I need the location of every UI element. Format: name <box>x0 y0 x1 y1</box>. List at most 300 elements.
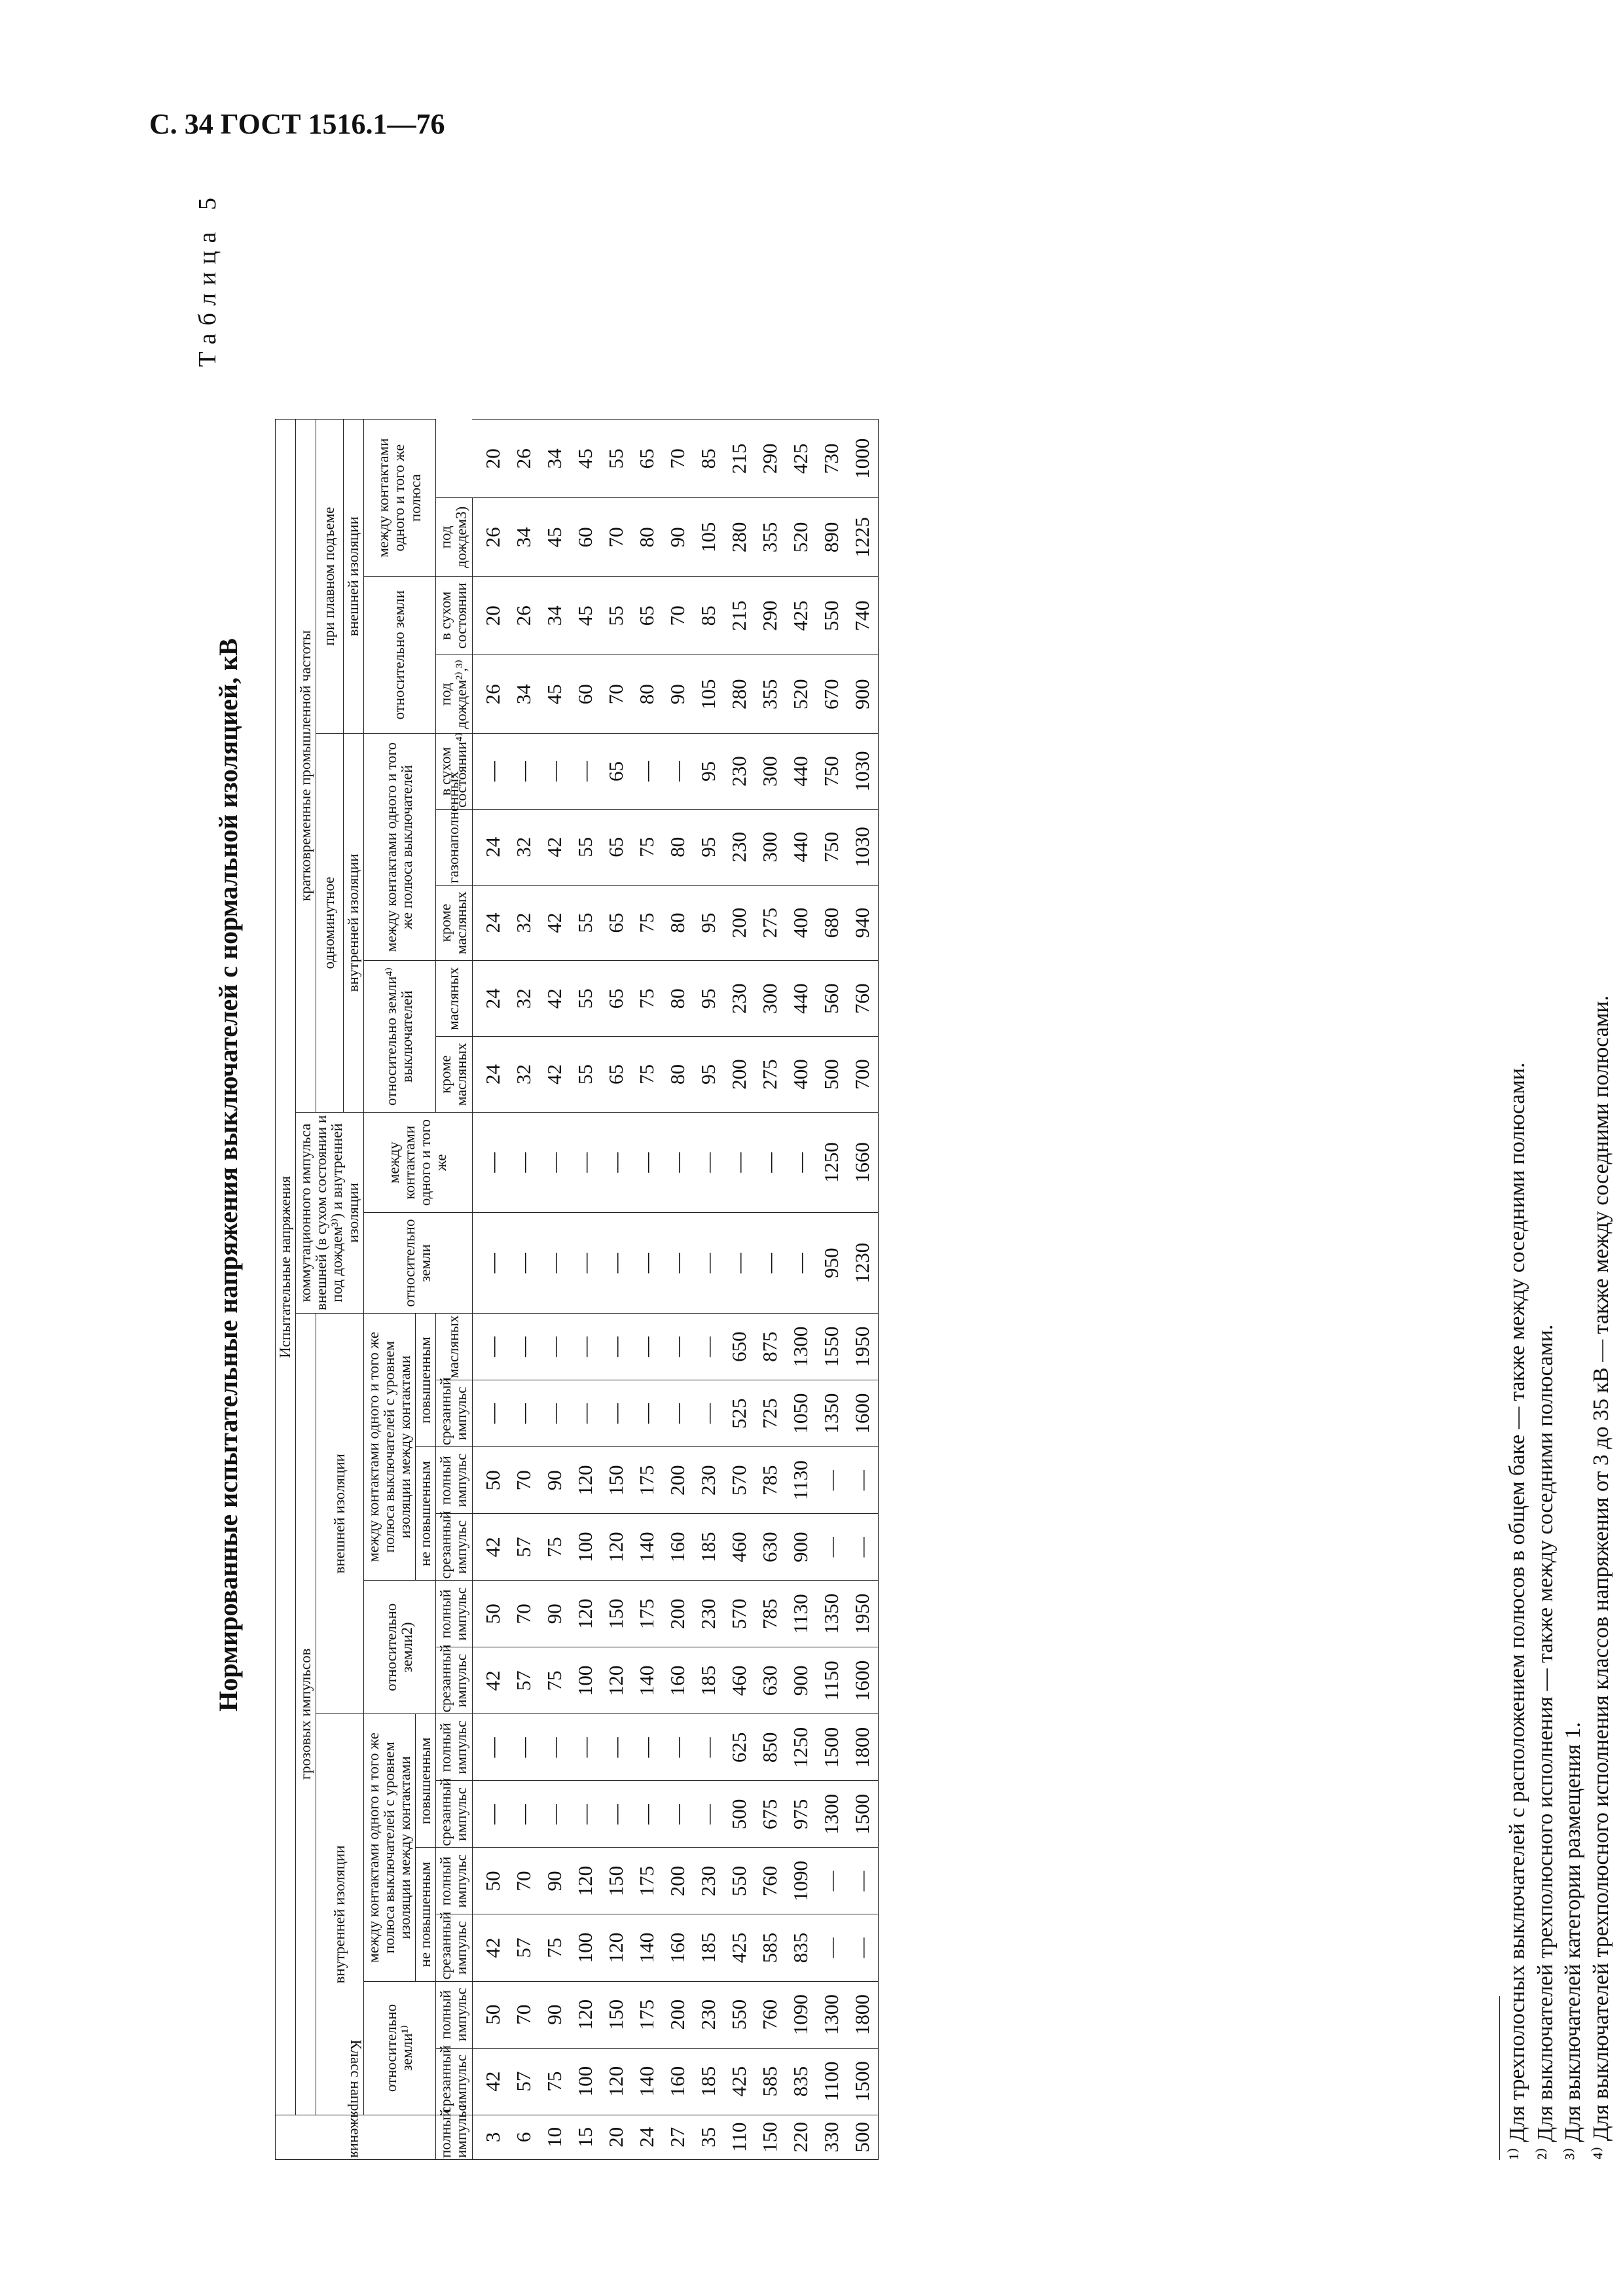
table-body <box>472 420 878 2160</box>
value-cell: 65 <box>632 420 663 498</box>
value-cell: 185 <box>693 1914 724 1981</box>
value-cell: — <box>472 1380 509 1447</box>
value-cell: 355 <box>755 655 786 734</box>
value-cell: 75 <box>632 961 663 1037</box>
value-cell: 290 <box>755 420 786 498</box>
table-row <box>816 420 847 2160</box>
value-cell: 45 <box>570 420 601 498</box>
value-cell: 725 <box>755 1380 786 1447</box>
table-title: Нормированные испытательные напряжения выключателей с нормальной изоляцией, кВ <box>213 638 243 1712</box>
value-cell: 105 <box>693 498 724 577</box>
value-cell: — <box>693 1380 724 1447</box>
value-cell: — <box>663 1314 693 1380</box>
value-cell: 26 <box>472 655 509 734</box>
value-cell: — <box>693 1714 724 1781</box>
header-external-ins: внешней изоляции <box>316 1314 363 1714</box>
value-cell: 280 <box>724 498 755 577</box>
value-cell: 70 <box>509 1447 539 1514</box>
header-oil-2: масляных <box>436 961 472 1037</box>
value-cell: 42 <box>539 885 570 961</box>
value-cell: 160 <box>663 1914 693 1981</box>
value-cell: 120 <box>601 2048 632 2115</box>
table-label: Таблица 5 <box>194 190 221 367</box>
value-cell: 42 <box>472 1914 509 1981</box>
value-cell: 400 <box>786 1037 816 1113</box>
voltage-class-cell: 330 <box>816 2115 847 2159</box>
value-cell: 20 <box>472 420 509 498</box>
footnote-4: ⁴⁾ Для выключателей трехполюсного исполнения классов напряжения от 3 до 35 кВ — также между соседними полюсами. <box>1588 995 1613 2160</box>
value-cell: 1950 <box>847 1581 879 1647</box>
value-cell: 500 <box>724 1781 755 1848</box>
value-cell: 200 <box>663 1447 693 1514</box>
value-cell: 525 <box>724 1380 755 1447</box>
value-cell: — <box>693 1112 724 1213</box>
value-cell: 1500 <box>816 1714 847 1781</box>
value-cell: 440 <box>786 961 816 1037</box>
value-cell: 160 <box>663 1647 693 1714</box>
value-cell: — <box>632 1314 663 1380</box>
value-cell: — <box>539 1781 570 1848</box>
value-cell: 570 <box>724 1581 755 1647</box>
value-cell: — <box>786 1213 816 1314</box>
rotated-table-page <box>194 190 1613 2160</box>
value-cell: 100 <box>570 1514 601 1581</box>
value-cell: 400 <box>786 885 816 961</box>
value-cell: 585 <box>755 1914 786 1981</box>
value-cell: — <box>632 1714 663 1781</box>
header-rel-ground-2: относительно земли2) <box>363 1581 436 1714</box>
header-chopped-3: срезанный импульс <box>436 1781 472 1848</box>
value-cell: — <box>570 1112 601 1213</box>
value-cell: 65 <box>601 1037 632 1113</box>
header-rain-2: под дождем3) <box>436 498 472 577</box>
value-cell: 500 <box>816 1037 847 1113</box>
value-cell: 1300 <box>786 1314 816 1380</box>
value-cell: — <box>847 1447 879 1514</box>
value-cell: 1230 <box>847 1213 879 1314</box>
value-cell: 1030 <box>847 809 879 885</box>
value-cell: 120 <box>601 1647 632 1714</box>
value-cell: 1660 <box>847 1112 879 1213</box>
value-cell: — <box>755 1213 786 1314</box>
voltage-class-cell: 24 <box>632 2115 663 2159</box>
value-cell: 940 <box>847 885 879 961</box>
value-cell: 230 <box>724 809 755 885</box>
value-cell: 300 <box>755 809 786 885</box>
value-cell: 1800 <box>847 1714 879 1781</box>
value-cell: 1300 <box>816 1781 847 1848</box>
value-cell: — <box>509 1781 539 1848</box>
value-cell: 730 <box>816 420 847 498</box>
value-cell: 120 <box>570 1581 601 1647</box>
table-row <box>509 420 539 2160</box>
value-cell: 120 <box>570 1447 601 1514</box>
value-cell: — <box>663 1380 693 1447</box>
value-cell: — <box>601 1213 632 1314</box>
value-cell: 560 <box>816 961 847 1037</box>
value-cell: 680 <box>816 885 847 961</box>
value-cell: 175 <box>632 1848 663 1914</box>
value-cell: — <box>570 1714 601 1781</box>
voltage-class-cell: 27 <box>663 2115 693 2159</box>
value-cell: 75 <box>632 1037 663 1113</box>
value-cell: 95 <box>693 885 724 961</box>
value-cell: 835 <box>786 2048 816 2115</box>
value-cell: — <box>601 1781 632 1848</box>
value-cell: 670 <box>816 655 847 734</box>
value-cell: 1030 <box>847 734 879 810</box>
value-cell: — <box>509 1380 539 1447</box>
value-cell: 95 <box>693 809 724 885</box>
value-cell: 75 <box>539 1914 570 1981</box>
value-cell: 760 <box>755 1981 786 2048</box>
value-cell: 140 <box>632 1514 663 1581</box>
value-cell: 1550 <box>816 1314 847 1380</box>
value-cell: 85 <box>693 577 724 655</box>
voltage-class-cell: 110 <box>724 2115 755 2159</box>
value-cell: 90 <box>539 1447 570 1514</box>
value-cell: 24 <box>472 809 509 885</box>
value-cell: 120 <box>570 1848 601 1914</box>
value-cell: — <box>632 734 663 810</box>
header-dry-2: в сухом состоянии <box>436 577 472 655</box>
header-increased-int: повышенным <box>416 1714 436 1848</box>
value-cell: 34 <box>539 577 570 655</box>
value-cell: — <box>693 1213 724 1314</box>
value-cell: — <box>663 1112 693 1213</box>
value-cell: 215 <box>724 420 755 498</box>
value-cell: 57 <box>509 1514 539 1581</box>
value-cell: 32 <box>509 885 539 961</box>
table-row <box>570 420 601 2160</box>
value-cell: 26 <box>472 498 509 577</box>
value-cell: 34 <box>509 498 539 577</box>
header-sw-between: между контактами одного и того же <box>363 1112 472 1213</box>
value-cell: 175 <box>632 1981 663 2048</box>
value-cell: — <box>632 1112 663 1213</box>
value-cell: 890 <box>816 498 847 577</box>
value-cell: 42 <box>472 1514 509 1581</box>
header-oil-1: масляных <box>436 1314 472 1380</box>
value-cell: 80 <box>632 655 663 734</box>
value-cell: — <box>847 1514 879 1581</box>
value-cell: — <box>786 1112 816 1213</box>
value-cell: — <box>724 1112 755 1213</box>
header-between-contacts-int: между контактами одного и того же полюса выключателей с уровнем изоляции между контактами <box>363 1714 415 1981</box>
value-cell: 1130 <box>786 1447 816 1514</box>
value-cell: 185 <box>693 2048 724 2115</box>
value-cell: 1100 <box>816 2048 847 2115</box>
value-cell: 630 <box>755 1514 786 1581</box>
value-cell: 70 <box>663 577 693 655</box>
value-cell: 215 <box>724 577 755 655</box>
value-cell: 200 <box>663 1848 693 1914</box>
header-increased-ext: повышенным <box>416 1314 436 1447</box>
value-cell: 520 <box>786 655 816 734</box>
value-cell: 1500 <box>847 1781 879 1848</box>
value-cell: 835 <box>786 1914 816 1981</box>
value-cell: 750 <box>816 734 847 810</box>
value-cell: 630 <box>755 1647 786 1714</box>
value-cell: — <box>472 1781 509 1848</box>
value-cell: 80 <box>663 809 693 885</box>
header-chopped-4: срезанный импульс <box>436 1647 472 1714</box>
value-cell: 230 <box>693 1981 724 2048</box>
value-cell: — <box>539 1380 570 1447</box>
header-except-oil-2: кроме масляных <box>436 885 472 961</box>
value-cell: — <box>570 1213 601 1314</box>
value-cell: — <box>816 1447 847 1514</box>
header-full-4: полный импульс <box>436 1714 472 1781</box>
value-cell: — <box>570 1781 601 1848</box>
value-cell: 90 <box>539 1581 570 1647</box>
value-cell: 26 <box>509 420 539 498</box>
header-internal-ins: внутренней изоляции <box>316 1714 363 2115</box>
value-cell: — <box>472 1314 509 1380</box>
value-cell: 760 <box>847 961 879 1037</box>
value-cell: 90 <box>663 655 693 734</box>
value-cell: 120 <box>601 1514 632 1581</box>
header-full-1: полный импульс <box>436 2115 472 2159</box>
footnote-1: ¹⁾ Для трехполосных выключателей с расположением полюсов в общем баке — также между соседними полюсами. <box>1505 1062 1529 2160</box>
value-cell: 275 <box>755 1037 786 1113</box>
value-cell: 32 <box>509 961 539 1037</box>
value-cell: 230 <box>724 961 755 1037</box>
value-cell: — <box>601 1380 632 1447</box>
value-cell: 65 <box>601 809 632 885</box>
value-cell: 75 <box>539 1514 570 1581</box>
header-chopped-2: срезанный импульс <box>436 1914 472 1981</box>
value-cell: 50 <box>472 1981 509 2048</box>
value-cell: 570 <box>724 1447 755 1514</box>
value-cell: 60 <box>570 655 601 734</box>
value-cell: 80 <box>663 961 693 1037</box>
header-chopped-1: срезанный импульс <box>436 2048 472 2115</box>
table-row <box>786 420 816 2160</box>
value-cell: 70 <box>509 1981 539 2048</box>
header-sw-rel-ground: относительно земли <box>363 1213 472 1314</box>
value-cell: 275 <box>755 885 786 961</box>
value-cell: 300 <box>755 961 786 1037</box>
value-cell: 1600 <box>847 1380 879 1447</box>
value-cell: 1950 <box>847 1314 879 1380</box>
value-cell: 230 <box>724 734 755 810</box>
voltage-class-cell: 3 <box>472 2115 509 2159</box>
value-cell: 1250 <box>786 1714 816 1781</box>
voltage-class-cell: 15 <box>570 2115 601 2159</box>
value-cell: 425 <box>724 2048 755 2115</box>
value-cell: 625 <box>724 1714 755 1781</box>
value-cell: 785 <box>755 1581 786 1647</box>
table-row <box>632 420 663 2160</box>
value-cell: 1050 <box>786 1380 816 1447</box>
value-cell: 1090 <box>786 1981 816 2048</box>
value-cell: 100 <box>570 1647 601 1714</box>
value-cell: 90 <box>663 498 693 577</box>
value-cell: — <box>663 1714 693 1781</box>
voltage-class-cell: 35 <box>693 2115 724 2159</box>
value-cell: 200 <box>724 885 755 961</box>
value-cell: — <box>539 1314 570 1380</box>
value-cell: — <box>509 1314 539 1380</box>
value-cell: 55 <box>601 577 632 655</box>
value-cell: 160 <box>663 1514 693 1581</box>
value-cell: 150 <box>601 1581 632 1647</box>
table-row <box>663 420 693 2160</box>
header-smooth-rise: при плавном подъеме <box>316 420 343 734</box>
value-cell: 585 <box>755 2048 786 2115</box>
value-cell: — <box>472 1112 509 1213</box>
header-ext-rel-ground: относительно земли <box>363 577 436 734</box>
value-cell: — <box>816 1514 847 1581</box>
value-cell: 550 <box>816 577 847 655</box>
value-cell: 70 <box>601 655 632 734</box>
value-cell: 280 <box>724 655 755 734</box>
value-cell: 700 <box>847 1037 879 1113</box>
table-row <box>539 420 570 2160</box>
value-cell: 34 <box>539 420 570 498</box>
value-cell: 55 <box>570 885 601 961</box>
header-full-5: полный импульс <box>436 1581 472 1647</box>
header-not-increased-int: не повышенным <box>416 1848 436 1981</box>
value-cell: 55 <box>570 961 601 1037</box>
value-cell: 55 <box>570 809 601 885</box>
value-cell: — <box>570 734 601 810</box>
value-cell: 75 <box>632 809 663 885</box>
value-cell: 150 <box>601 1848 632 1914</box>
header-not-increased-ext: не повышенным <box>416 1447 436 1581</box>
value-cell: — <box>509 734 539 810</box>
value-cell: 140 <box>632 1647 663 1714</box>
value-cell: 50 <box>472 1581 509 1647</box>
value-cell: — <box>570 1314 601 1380</box>
value-cell: — <box>847 1848 879 1914</box>
value-cell: 75 <box>539 2048 570 2115</box>
header-full-3: полный импульс <box>436 1848 472 1914</box>
value-cell: 55 <box>601 420 632 498</box>
table-row <box>724 420 755 2160</box>
value-cell: 185 <box>693 1647 724 1714</box>
value-cell: 55 <box>570 1037 601 1113</box>
value-cell: 32 <box>509 1037 539 1113</box>
footnote-3: ³⁾ Для выключателей категории размещения 1. <box>1561 1722 1585 2160</box>
value-cell: 1300 <box>816 1981 847 2048</box>
value-cell: 1090 <box>786 1848 816 1914</box>
value-cell: 750 <box>816 809 847 885</box>
voltage-class-cell: 220 <box>786 2115 816 2159</box>
footnote-2: ²⁾ Для выключателей трехполюсного исполнения — также между соседними полюсами. <box>1533 1324 1558 2160</box>
value-cell: 200 <box>724 1037 755 1113</box>
value-cell: 650 <box>724 1314 755 1380</box>
value-cell: — <box>693 1781 724 1848</box>
value-cell: 550 <box>724 1848 755 1914</box>
value-cell: — <box>663 1213 693 1314</box>
table-row <box>693 420 724 2160</box>
value-cell: 425 <box>724 1914 755 1981</box>
value-cell: 90 <box>539 1848 570 1914</box>
value-cell: 24 <box>472 1037 509 1113</box>
value-cell: — <box>663 734 693 810</box>
page-header: С. 34 ГОСТ 1516.1—76 <box>149 108 445 140</box>
value-cell: 140 <box>632 1914 663 1981</box>
value-cell: 45 <box>539 498 570 577</box>
value-cell: 850 <box>755 1714 786 1781</box>
value-cell: 1500 <box>847 2048 879 2115</box>
value-cell: 120 <box>570 1981 601 2048</box>
value-cell: 785 <box>755 1447 786 1514</box>
value-cell: 70 <box>509 1848 539 1914</box>
value-cell: — <box>601 1714 632 1781</box>
value-cell: 80 <box>663 885 693 961</box>
value-cell: — <box>632 1380 663 1447</box>
value-cell: — <box>539 1112 570 1213</box>
value-cell: 65 <box>601 885 632 961</box>
value-cell: 1800 <box>847 1981 879 2048</box>
value-cell: 950 <box>816 1213 847 1314</box>
voltage-class-cell: 150 <box>755 2115 786 2159</box>
header-ext-between: между контактами одного и того же полюса <box>363 420 436 577</box>
value-cell: 57 <box>509 2048 539 2115</box>
value-cell: 20 <box>472 577 509 655</box>
value-cell: 1130 <box>786 1581 816 1647</box>
value-cell: 740 <box>847 577 879 655</box>
table-row <box>601 420 632 2160</box>
value-cell: 230 <box>693 1581 724 1647</box>
value-cell: — <box>755 1112 786 1213</box>
value-cell: 440 <box>786 734 816 810</box>
value-cell: 80 <box>632 498 663 577</box>
footnotes <box>1499 419 1615 2160</box>
value-cell: 42 <box>539 961 570 1037</box>
value-cell: 70 <box>663 420 693 498</box>
value-cell: 1350 <box>816 1380 847 1447</box>
value-cell: 42 <box>472 2048 509 2115</box>
value-cell: 1225 <box>847 498 879 577</box>
value-cell: — <box>472 734 509 810</box>
value-cell: — <box>601 1314 632 1380</box>
value-cell: — <box>539 1213 570 1314</box>
value-cell: 32 <box>509 809 539 885</box>
value-cell: — <box>601 1112 632 1213</box>
value-cell: 90 <box>539 1981 570 2048</box>
value-cell: 140 <box>632 2048 663 2115</box>
value-cell: — <box>509 1213 539 1314</box>
value-cell: 75 <box>632 885 663 961</box>
value-cell: — <box>472 1213 509 1314</box>
value-cell: 1350 <box>816 1581 847 1647</box>
header-test-voltages: Испытательные напряжения <box>276 420 296 2115</box>
value-cell: 24 <box>472 885 509 961</box>
header-lightning: грозовых импульсов <box>296 1314 316 2115</box>
value-cell: 57 <box>509 1914 539 1981</box>
value-cell: — <box>724 1213 755 1314</box>
value-cell: — <box>847 1914 879 1981</box>
value-cell: 200 <box>663 1581 693 1647</box>
value-cell: 45 <box>570 577 601 655</box>
value-cell: 42 <box>472 1647 509 1714</box>
header-dry-1: в сухом состоянии⁴⁾ <box>436 734 472 810</box>
value-cell: 355 <box>755 498 786 577</box>
value-cell: 900 <box>786 1514 816 1581</box>
value-cell: 120 <box>601 1914 632 1981</box>
value-cell: — <box>570 1380 601 1447</box>
value-cell: 65 <box>601 734 632 810</box>
value-cell: 550 <box>724 1981 755 2048</box>
header-full-2: полный импульс <box>436 1981 472 2048</box>
header-except-oil-1: кроме масляных <box>436 1037 472 1113</box>
value-cell: 1600 <box>847 1647 879 1714</box>
value-cell: 26 <box>509 577 539 655</box>
